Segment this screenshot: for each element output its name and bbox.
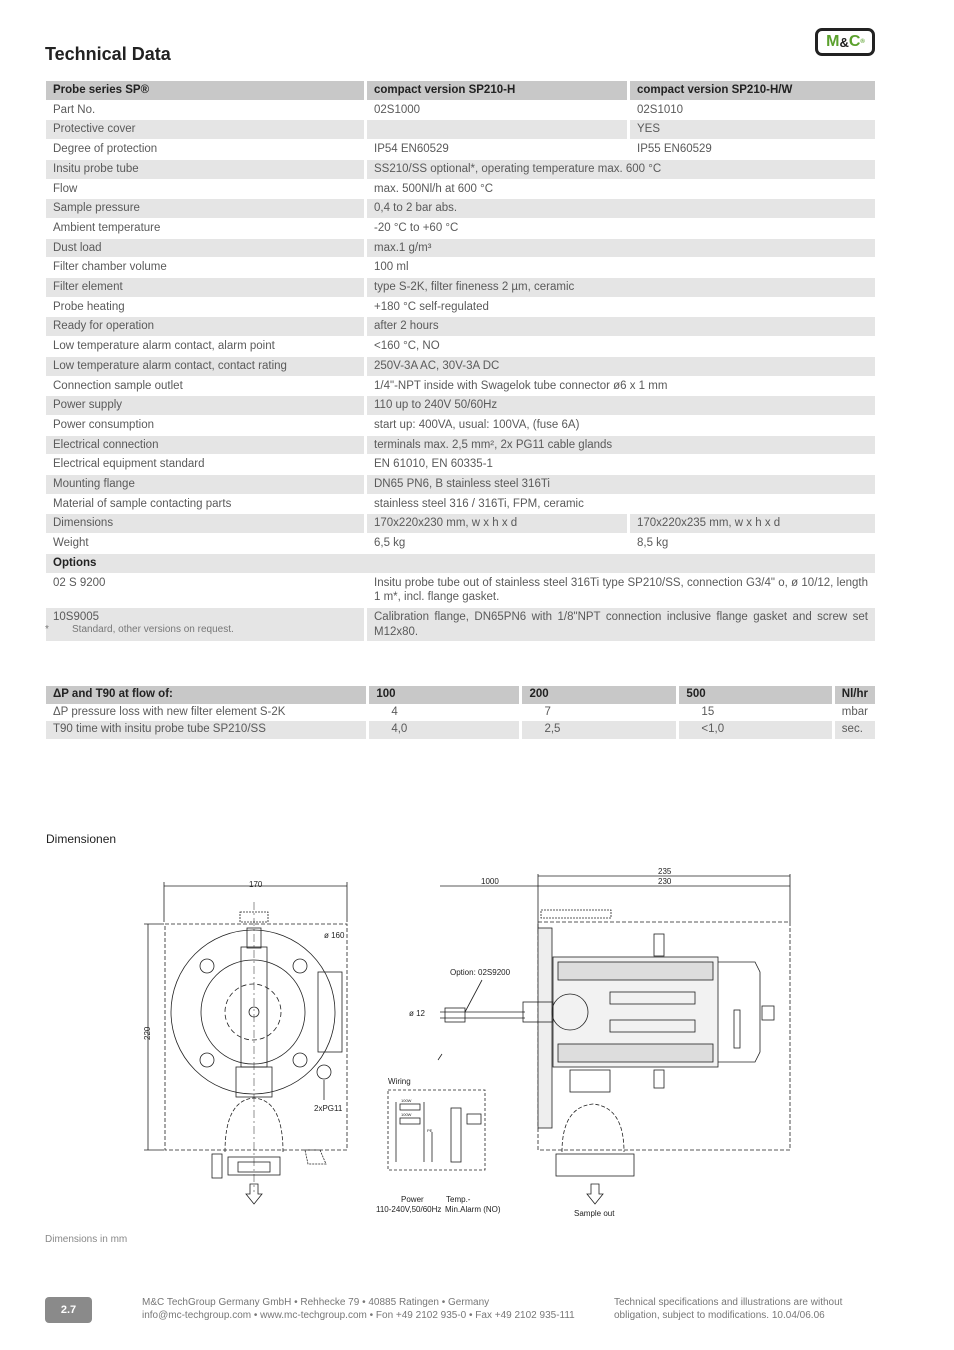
table-row bbox=[46, 179, 875, 199]
row-label: Protective cover bbox=[46, 120, 366, 140]
dp-header-row bbox=[46, 686, 875, 704]
option-row bbox=[46, 573, 875, 607]
dp-row-value: 15 bbox=[678, 704, 833, 722]
options-heading-row bbox=[46, 553, 875, 573]
dp-row-value: mbar bbox=[833, 704, 875, 722]
dim-label-option: Option: 02S9200 bbox=[450, 968, 511, 977]
row-label: Ready for operation bbox=[46, 317, 366, 337]
row-label: Insitu probe tube bbox=[46, 159, 366, 179]
dim-label-235: 235 bbox=[658, 867, 672, 876]
pressure-loss-table bbox=[46, 686, 875, 739]
row-value: 1/4"-NPT inside with Swagelok tube connector ø6 x 1 mm bbox=[366, 376, 876, 396]
row-label: Electrical equipment standard bbox=[46, 455, 366, 475]
row-value: start up: 400VA, usual: 100VA, (fuse 6A) bbox=[366, 415, 876, 435]
dp-header-cell: ΔP and T90 at flow of: bbox=[46, 686, 368, 704]
dimensions-heading: Dimensionen bbox=[46, 832, 117, 846]
option-description: Insitu probe tube out of stainless steel 316Ti type SP210/SS, connection G3/4" o, ø 10/12, length 1 m*, incl. flange gasket. bbox=[366, 573, 876, 607]
table-row bbox=[46, 159, 875, 179]
dp-row-value: <1,0 bbox=[678, 721, 833, 739]
row-label: Power consumption bbox=[46, 415, 366, 435]
row-value: 250V-3A AC, 30V-3A DC bbox=[366, 356, 876, 376]
footer-contact: info@mc-techgroup.com • www.mc-techgroup.com • Fon +49 2102 935-0 • Fax +49 2102 935-111 bbox=[142, 1310, 575, 1321]
row-value-sp210hw: 8,5 kg bbox=[629, 534, 876, 554]
table-row bbox=[46, 455, 875, 475]
row-value: terminals max. 2,5 mm², 2x PG11 cable glands bbox=[366, 435, 876, 455]
technical-data-table bbox=[46, 81, 875, 642]
logo-letter-c: C bbox=[848, 33, 860, 50]
row-label: Low temperature alarm contact, contact rating bbox=[46, 356, 366, 376]
page-number-badge: 2.7 bbox=[45, 1297, 92, 1323]
dp-row bbox=[46, 721, 875, 739]
row-value-sp210hw: 02S1010 bbox=[629, 100, 876, 120]
table-row bbox=[46, 278, 875, 298]
dim-label-230: 230 bbox=[658, 877, 672, 886]
table-row bbox=[46, 494, 875, 514]
dp-row-value: 7 bbox=[521, 704, 678, 722]
row-label: Filter chamber volume bbox=[46, 258, 366, 278]
row-value: 110 up to 240V 50/60Hz bbox=[366, 396, 876, 416]
table-row bbox=[46, 396, 875, 416]
row-label: Degree of protection bbox=[46, 140, 366, 160]
row-value: max.1 g/m³ bbox=[366, 238, 876, 258]
table-row bbox=[46, 514, 875, 534]
dp-row-value: 4 bbox=[368, 704, 521, 722]
dp-row-value: 2,5 bbox=[521, 721, 678, 739]
footnote bbox=[45, 624, 234, 635]
row-value: SS210/SS optional*, operating temperature max. 600 °C bbox=[366, 159, 876, 179]
dp-row-label: ΔP pressure loss with new filter element S-2K bbox=[53, 705, 286, 718]
table-row bbox=[46, 435, 875, 455]
dim-label-1000: 1000 bbox=[481, 877, 499, 886]
dp-row-label: T90 time with insitu probe tube SP210/SS bbox=[46, 721, 368, 739]
table-row bbox=[46, 120, 875, 140]
page-title: Technical Data bbox=[45, 44, 171, 64]
footer-disclaimer bbox=[614, 1296, 842, 1322]
wiring-resistor-1-label: 100W bbox=[401, 1098, 412, 1103]
row-value: DN65 PN6, B stainless steel 316Ti bbox=[366, 475, 876, 495]
table-row bbox=[46, 376, 875, 396]
row-value-sp210h: 6,5 kg bbox=[366, 534, 629, 554]
footer-disclaimer-line-2: obligation, subject to modifications. 10.04/06.06 bbox=[614, 1310, 825, 1321]
dp-header-cell: 500 bbox=[678, 686, 833, 704]
row-label: Electrical connection bbox=[46, 435, 366, 455]
wiring-pe-label: PE bbox=[427, 1128, 433, 1133]
row-value-sp210hw: IP55 EN60529 bbox=[629, 140, 876, 160]
wiring-temp-label: Temp.- bbox=[446, 1195, 471, 1204]
footnote-text: Standard, other versions on request. bbox=[72, 624, 234, 635]
dim-label-cable-glands: 2xPG11 bbox=[314, 1104, 343, 1113]
table-row bbox=[46, 100, 875, 120]
table-row bbox=[46, 475, 875, 495]
wiring-power-label: Power bbox=[401, 1195, 424, 1204]
row-label: Probe heating bbox=[46, 297, 366, 317]
row-label: Part No. bbox=[46, 100, 366, 120]
row-label: Mounting flange bbox=[46, 475, 366, 495]
dp-header-cell: Nl/hr bbox=[833, 686, 875, 704]
table-row bbox=[46, 415, 875, 435]
row-label: Dimensions bbox=[46, 514, 366, 534]
table-row bbox=[46, 258, 875, 278]
row-value: type S-2K, filter fineness 2 µm, ceramic bbox=[366, 278, 876, 298]
header-cell: compact version SP210-H bbox=[366, 81, 629, 100]
option-description: Calibration flange, DN65PN6 with 1/8"NPT connection inclusive flange gasket and screw set M12x80. bbox=[366, 607, 876, 641]
dp-header-cell: 100 bbox=[368, 686, 521, 704]
logo-registered-mark: ® bbox=[860, 39, 864, 45]
row-value-sp210h: IP54 EN60529 bbox=[366, 140, 629, 160]
row-label: Flow bbox=[46, 179, 366, 199]
table-row bbox=[46, 199, 875, 219]
wiring-resistor-2-label: 100W bbox=[401, 1112, 412, 1117]
row-value: stainless steel 316 / 316Ti, FPM, ceramic bbox=[366, 494, 876, 514]
wiring-alarm-label: Min.Alarm (NO) bbox=[445, 1205, 501, 1214]
logo-ampersand: & bbox=[839, 34, 848, 50]
row-label: Dust load bbox=[46, 238, 366, 258]
footer-address: M&C TechGroup Germany GmbH • Rehhecke 79 • 40885 Ratingen • Germany bbox=[142, 1297, 490, 1308]
dimensions-note: Dimensions in mm bbox=[45, 1234, 128, 1245]
dp-row-value: 4,0 bbox=[368, 721, 521, 739]
dp-row-value: sec. bbox=[833, 721, 875, 739]
table-row bbox=[46, 317, 875, 337]
footer-disclaimer-line-1: Technical specifications and illustrations are without bbox=[614, 1297, 843, 1308]
dp-header-cell: 200 bbox=[521, 686, 678, 704]
dim-label-flange-diameter: ø 160 bbox=[324, 931, 345, 940]
dim-label-tube-diameter: ø 12 bbox=[409, 1009, 426, 1018]
row-value: 100 ml bbox=[366, 258, 876, 278]
table-row bbox=[46, 140, 875, 160]
row-label: Material of sample contacting parts bbox=[46, 494, 366, 514]
row-value-sp210h bbox=[366, 120, 629, 140]
row-value-sp210h: 02S1000 bbox=[366, 100, 629, 120]
table-row bbox=[46, 534, 875, 554]
table-row bbox=[46, 218, 875, 238]
table-row bbox=[46, 337, 875, 357]
logo-letter-m: M bbox=[826, 33, 839, 50]
wiring-power-spec: 110-240V,50/60Hz bbox=[376, 1205, 442, 1214]
table-row bbox=[46, 238, 875, 258]
options-heading: Options bbox=[46, 553, 875, 573]
table-row bbox=[46, 297, 875, 317]
row-label: Low temperature alarm contact, alarm point bbox=[46, 337, 366, 357]
row-value: after 2 hours bbox=[366, 317, 876, 337]
row-value: -20 °C to +60 °C bbox=[366, 218, 876, 238]
row-value-sp210h: 170x220x230 mm, w x h x d bbox=[366, 514, 629, 534]
footnote-mark: * bbox=[45, 624, 49, 635]
footer-company bbox=[142, 1296, 575, 1322]
row-label: Weight bbox=[46, 534, 366, 554]
row-label: Filter element bbox=[46, 278, 366, 298]
row-label: Connection sample outlet bbox=[46, 376, 366, 396]
option-code: 10S9005 bbox=[46, 607, 366, 641]
row-value: <160 °C, NO bbox=[366, 337, 876, 357]
row-value-sp210hw: YES bbox=[629, 120, 876, 140]
sample-out-label: Sample out bbox=[574, 1209, 615, 1218]
header-cell: compact version SP210-H/W bbox=[629, 81, 876, 100]
option-code: 02 S 9200 bbox=[46, 573, 366, 607]
wiring-label: Wiring bbox=[388, 1077, 411, 1086]
dp-row bbox=[46, 704, 875, 722]
header-cell: Probe series SP® bbox=[46, 81, 366, 100]
row-value: 0,4 to 2 bar abs. bbox=[366, 199, 876, 219]
row-label: Sample pressure bbox=[46, 199, 366, 219]
dimension-drawing bbox=[140, 862, 820, 1227]
table-header-row bbox=[46, 81, 875, 100]
row-label: Ambient temperature bbox=[46, 218, 366, 238]
front-view bbox=[144, 882, 347, 1204]
dim-label-170: 170 bbox=[249, 880, 263, 889]
row-value: +180 °C self-regulated bbox=[366, 297, 876, 317]
table-row bbox=[46, 356, 875, 376]
row-label: Power supply bbox=[46, 396, 366, 416]
row-value: max. 500Nl/h at 600 °C bbox=[366, 179, 876, 199]
row-value-sp210hw: 170x220x235 mm, w x h x d bbox=[629, 514, 876, 534]
dim-label-220: 220 bbox=[143, 1026, 152, 1040]
side-view bbox=[438, 874, 790, 1204]
row-value: EN 61010, EN 60335-1 bbox=[366, 455, 876, 475]
brand-logo bbox=[815, 28, 875, 56]
